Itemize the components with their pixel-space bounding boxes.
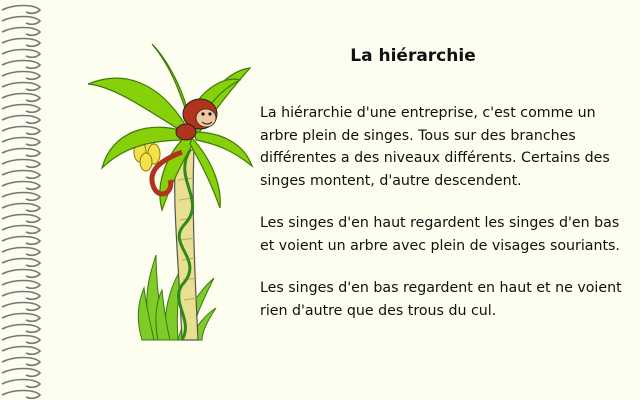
notebook-spiral-binding	[0, 0, 48, 400]
spiral-coil	[2, 369, 40, 377]
spiral-coil	[2, 138, 40, 146]
spiral-coil	[2, 325, 40, 333]
spiral-coil	[2, 358, 40, 366]
spiral-coil	[2, 39, 40, 47]
spiral-coil	[2, 105, 40, 113]
spiral-coil	[2, 204, 40, 212]
spiral-coil	[2, 72, 40, 80]
spiral-coil	[2, 237, 40, 245]
spiral-coil	[2, 215, 40, 223]
spiral-coil	[2, 83, 40, 91]
spiral-coil	[2, 336, 40, 344]
spiral-coil	[2, 270, 40, 278]
spiral-coil	[2, 248, 40, 256]
spiral-coil	[2, 292, 40, 300]
spiral-coil	[2, 281, 40, 289]
spiral-coil	[2, 226, 40, 234]
spiral-coil	[2, 347, 40, 355]
spiral-coil	[2, 380, 40, 388]
spiral-coil	[2, 116, 40, 124]
spiral-coil	[2, 160, 40, 168]
spiral-coil	[2, 182, 40, 190]
spiral-coil	[2, 171, 40, 179]
page-title: La hiérarchie	[350, 46, 476, 66]
monkey-in-palm-tree-icon	[82, 40, 254, 350]
paragraph-3: Les singes d'en bas regardent en haut et ne voient rien d'autre que des trous du cul.	[260, 280, 622, 319]
spiral-coil	[2, 94, 40, 102]
spiral-coil	[2, 6, 40, 14]
body-text	[260, 102, 632, 342]
spiral-coil	[2, 391, 40, 399]
spiral-coil	[2, 61, 40, 69]
paragraph-2: Les singes d'en haut regardent les singes d'en bas et voient un arbre avec plein de visages souriants.	[260, 215, 620, 254]
spiral-coil	[2, 28, 40, 36]
spiral-coil	[2, 259, 40, 267]
spiral-coil	[2, 149, 40, 157]
spiral-coil	[2, 314, 40, 322]
spiral-coil	[2, 303, 40, 311]
spiral-coil	[2, 127, 40, 135]
paragraph-1: La hiérarchie d'une entreprise, c'est comme un arbre plein de singes. Tous sur des branches différentes a des niveaux différents. Certains des singes montent, d'autre descendent.	[260, 105, 610, 189]
spiral-coil	[2, 193, 40, 201]
spiral-coil	[2, 50, 40, 58]
spiral-coil	[2, 17, 40, 25]
